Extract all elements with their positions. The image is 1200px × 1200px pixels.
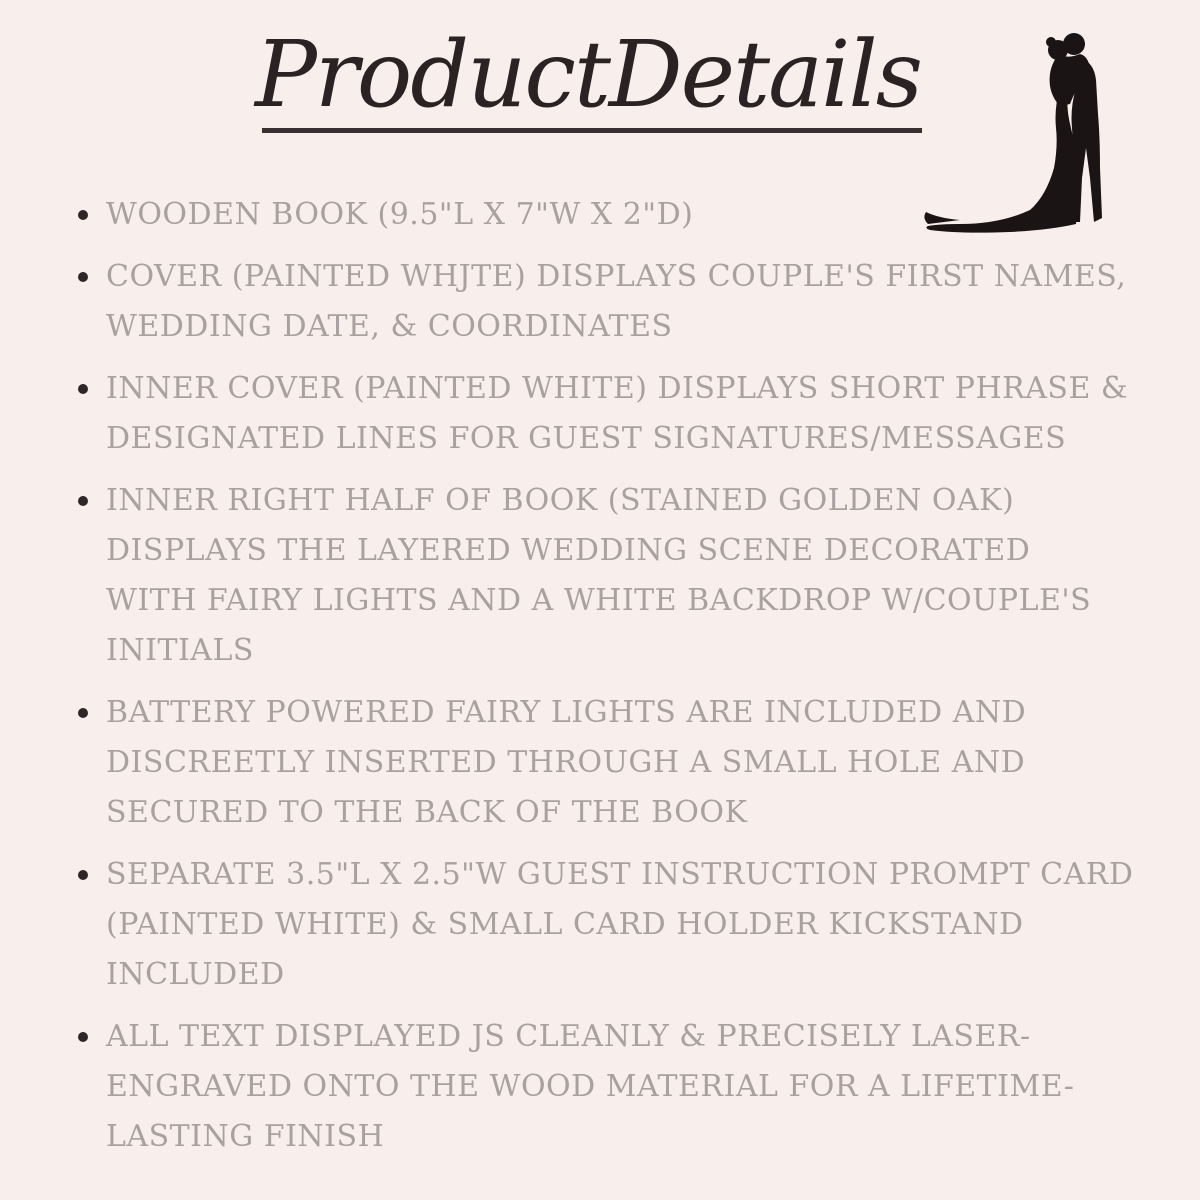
- list-item: [70, 364, 1170, 464]
- list-item-text: SEPARATE 3.5"L X 2.5"W GUEST INSTRUCTION PROMPT CARD (PAINTED WHITE) & SMALL CARD HOLDER KICKSTAND INCLUDED: [106, 857, 1134, 992]
- list-item: [70, 252, 1170, 352]
- list-item-text: INNER COVER (PAINTED WHITE) DISPLAYS SHORT PHRASE & DESIGNATED LINES FOR GUEST SIGNATURES/MESSAGES: [106, 371, 1129, 456]
- bullet-icon: [78, 496, 88, 506]
- list-item-text: COVER (PAINTED WHJTE) DISPLAYS COUPLE'S FIRST NAMES, WEDDING DATE, & COORDINATES: [106, 259, 1127, 344]
- bullet-icon: [78, 870, 88, 880]
- title-underline: [262, 128, 922, 133]
- page-title: ProductDetails: [255, 21, 921, 128]
- list-item-text: INNER RIGHT HALF OF BOOK (STAINED GOLDEN OAK) DISPLAYS THE LAYERED WEDDING SCENE DECORATED WITH FAIRY LIGHTS AND A WHITE BACKDROP W/COUPLE'S INITIALS: [106, 483, 1092, 668]
- bullet-icon: [78, 210, 88, 220]
- bullet-icon: [78, 384, 88, 394]
- list-item-text: ALL TEXT DISPLAYED JS CLEANLY & PRECISELY LASER- ENGRAVED ONTO THE WOOD MATERIAL FOR A LIFETIME- LASTING FINISH: [106, 1019, 1075, 1154]
- list-item: [70, 1012, 1170, 1162]
- list-item: [70, 476, 1170, 676]
- bullet-icon: [78, 708, 88, 718]
- list-item: [70, 688, 1170, 838]
- list-item: [70, 850, 1170, 1000]
- list-item-text: WOODEN BOOK (9.5"L X 7"W X 2"D): [106, 197, 694, 232]
- list-item: [70, 190, 1170, 240]
- product-details-list: [70, 190, 1170, 1174]
- bullet-icon: [78, 272, 88, 282]
- list-item-text: BATTERY POWERED FAIRY LIGHTS ARE INCLUDED AND DISCREETLY INSERTED THROUGH A SMALL HOLE AND SECURED TO THE BACK OF THE BOOK: [106, 695, 1027, 830]
- bullet-icon: [78, 1032, 88, 1042]
